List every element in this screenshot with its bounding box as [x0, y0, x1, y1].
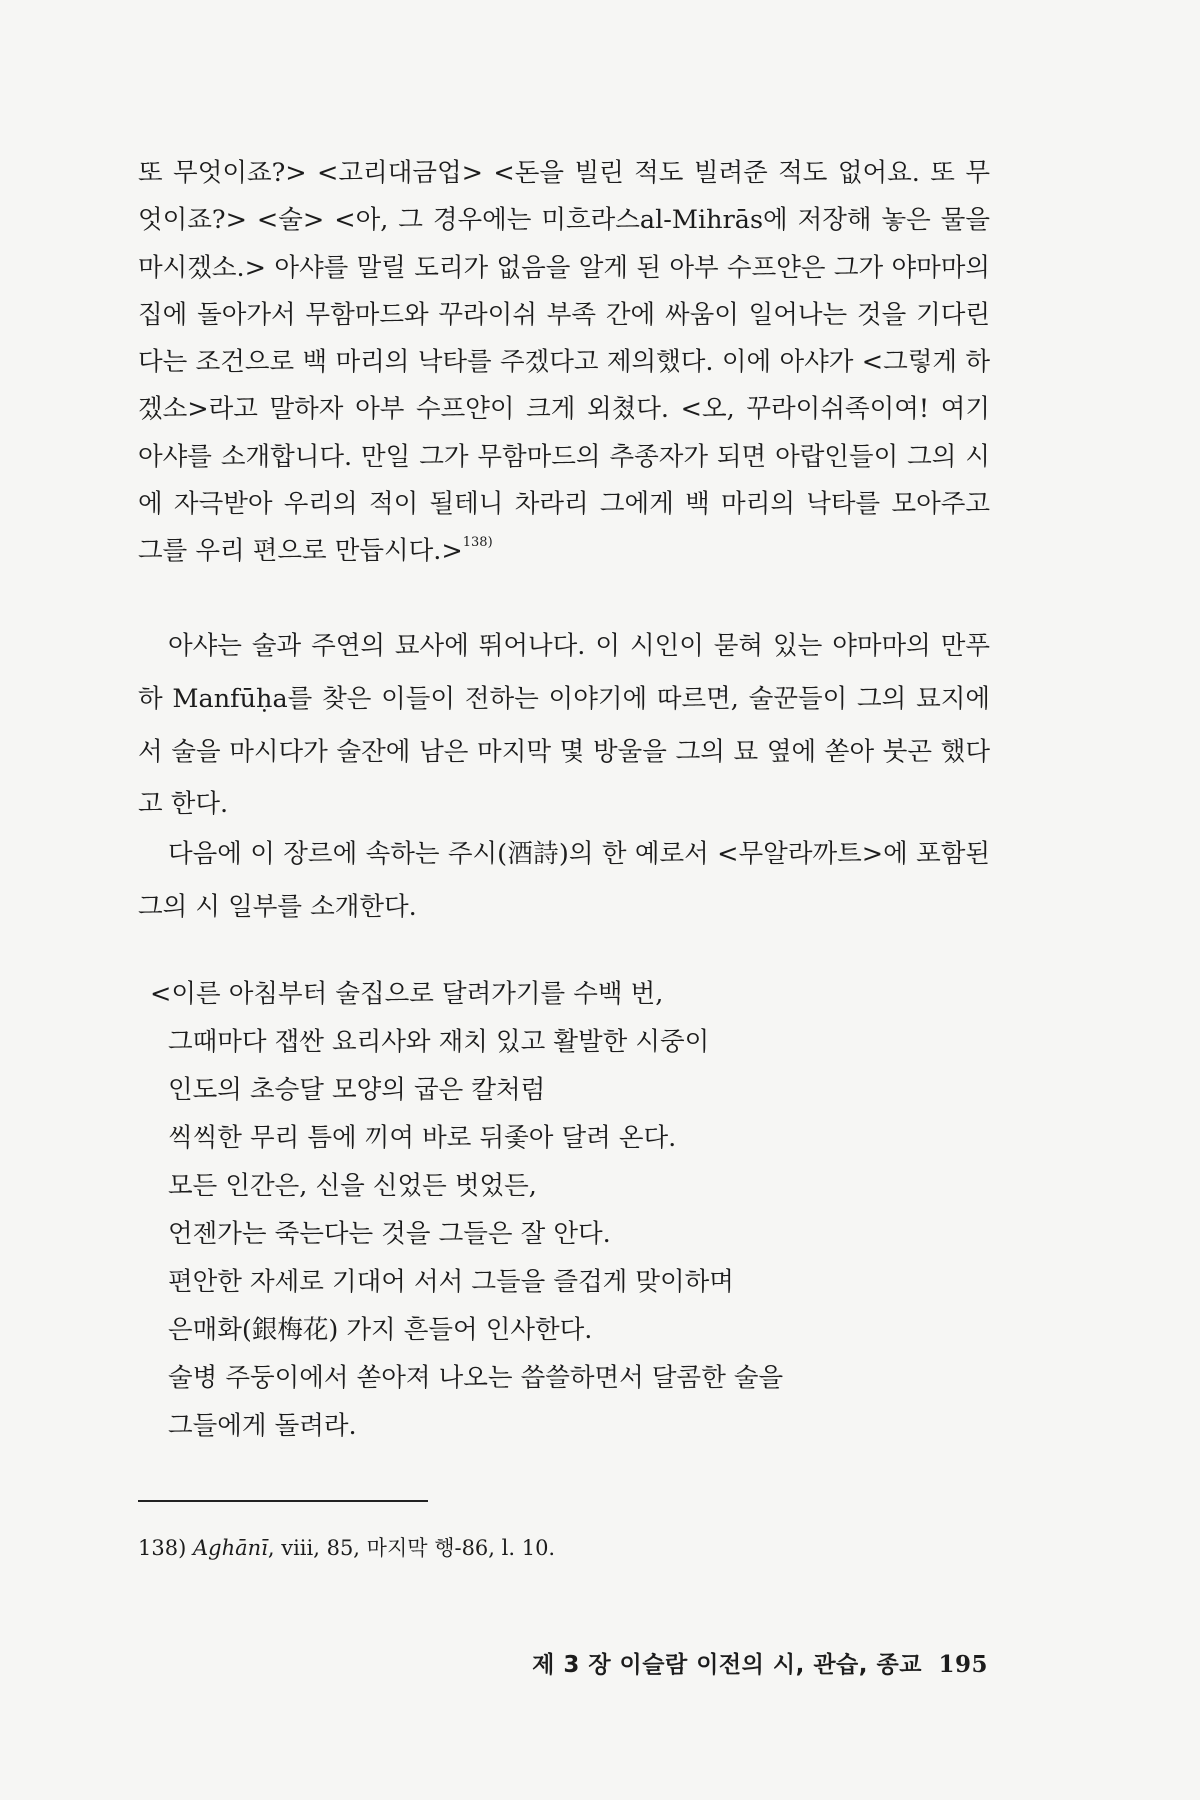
body-paragraph-dialogue: [138, 150, 990, 576]
page-number: 195: [938, 1651, 988, 1678]
poem-line: 모든 인간은, 신을 신었든 벗었든,: [168, 1171, 537, 1201]
footnote-source-title: Aghānī: [192, 1536, 268, 1560]
paragraph-text: 또 무엇이죠?> <고리대금업> <돈을 빌린 적도 빌려준 적도 없어요. 또 무엇이죠?> <술> <아, 그 경우에는 미흐라스al-Mihrās에 저장해 놓은 물을 마시겠소.> 아샤를 말릴 도리가 없음을 알게 된 아부 수프얀은 그가 야마마의 집에 돌아가서 무함마드와 꾸라이쉬 부족 간에 싸움이 일어나는 것을 기다린다는 조건으로 백 마리의 낙타를 주겠다고 제의했다. 이에 아샤가 <그렇게 하겠소>라고 말하자 아부 수프얀이 크게 외쳤다. <오, 꾸라이쉬족이여! 여기 아샤를 소개합니다. 만일 그가 무함마드의 추종자가 되면 아랍인들이 그의 시에 자극받아 우리의 적이 될테니 차라리 그에게 백 마리의 낙타를 모아주고 그를 우리 편으로 만듭시다.>: [138, 158, 990, 567]
chapter-title: 제 3 장 이슬람 이전의 시, 관습, 종교: [532, 1652, 922, 1678]
body-paragraph-poem-intro: 다음에 이 장르에 속하는 주시(酒詩)의 한 예로서 <무알라까트>에 포함된 그의 시 일부를 소개한다.: [138, 839, 990, 922]
poem-excerpt: [150, 970, 990, 1450]
footnote-divider: [138, 1500, 428, 1502]
footnote-citation: , viii, 85, 마지막 행-86, l. 10.: [267, 1536, 556, 1560]
footnote: [138, 1532, 555, 1564]
poem-line: 인도의 초승달 모양의 굽은 칼처럼: [168, 1075, 546, 1105]
poem-line: 그들에게 돌려라.: [168, 1411, 357, 1441]
poem-line: 그때마다 잽싼 요리사와 재치 있고 활발한 시중이: [168, 1027, 710, 1057]
poem-line: 편안한 자세로 기대어 서서 그들을 즐겁게 맞이하며: [168, 1267, 734, 1297]
poem-line: 언젠가는 죽는다는 것을 그들은 잘 안다.: [168, 1219, 611, 1249]
footnote-number: 138): [138, 1536, 187, 1560]
poem-line: 씩씩한 무리 틈에 끼여 바로 뒤좇아 달려 온다.: [168, 1123, 677, 1153]
poem-line: 술병 주둥이에서 쏟아져 나오는 씁쓸하면서 달콤한 술을: [168, 1363, 784, 1393]
poem-line: <이른 아침부터 술집으로 달려가기를 수백 번,: [150, 979, 664, 1009]
body-paragraph-wine-description: 아샤는 술과 주연의 묘사에 뛰어나다. 이 시인이 묻혀 있는 야마마의 만푸하 Manfūḥa를 찾은 이들이 전하는 이야기에 따르면, 술꾼들이 그의 묘지에서 술을 마시다가 술잔에 남은 마지막 몇 방울을 그의 묘 옆에 쏟아 붓곤 했다고 한다.: [138, 631, 990, 820]
footnote-reference: 138): [462, 534, 493, 550]
running-footer: [532, 1646, 988, 1679]
poem-line: 은매화(銀梅花) 가지 흔들어 인사한다.: [168, 1315, 593, 1345]
